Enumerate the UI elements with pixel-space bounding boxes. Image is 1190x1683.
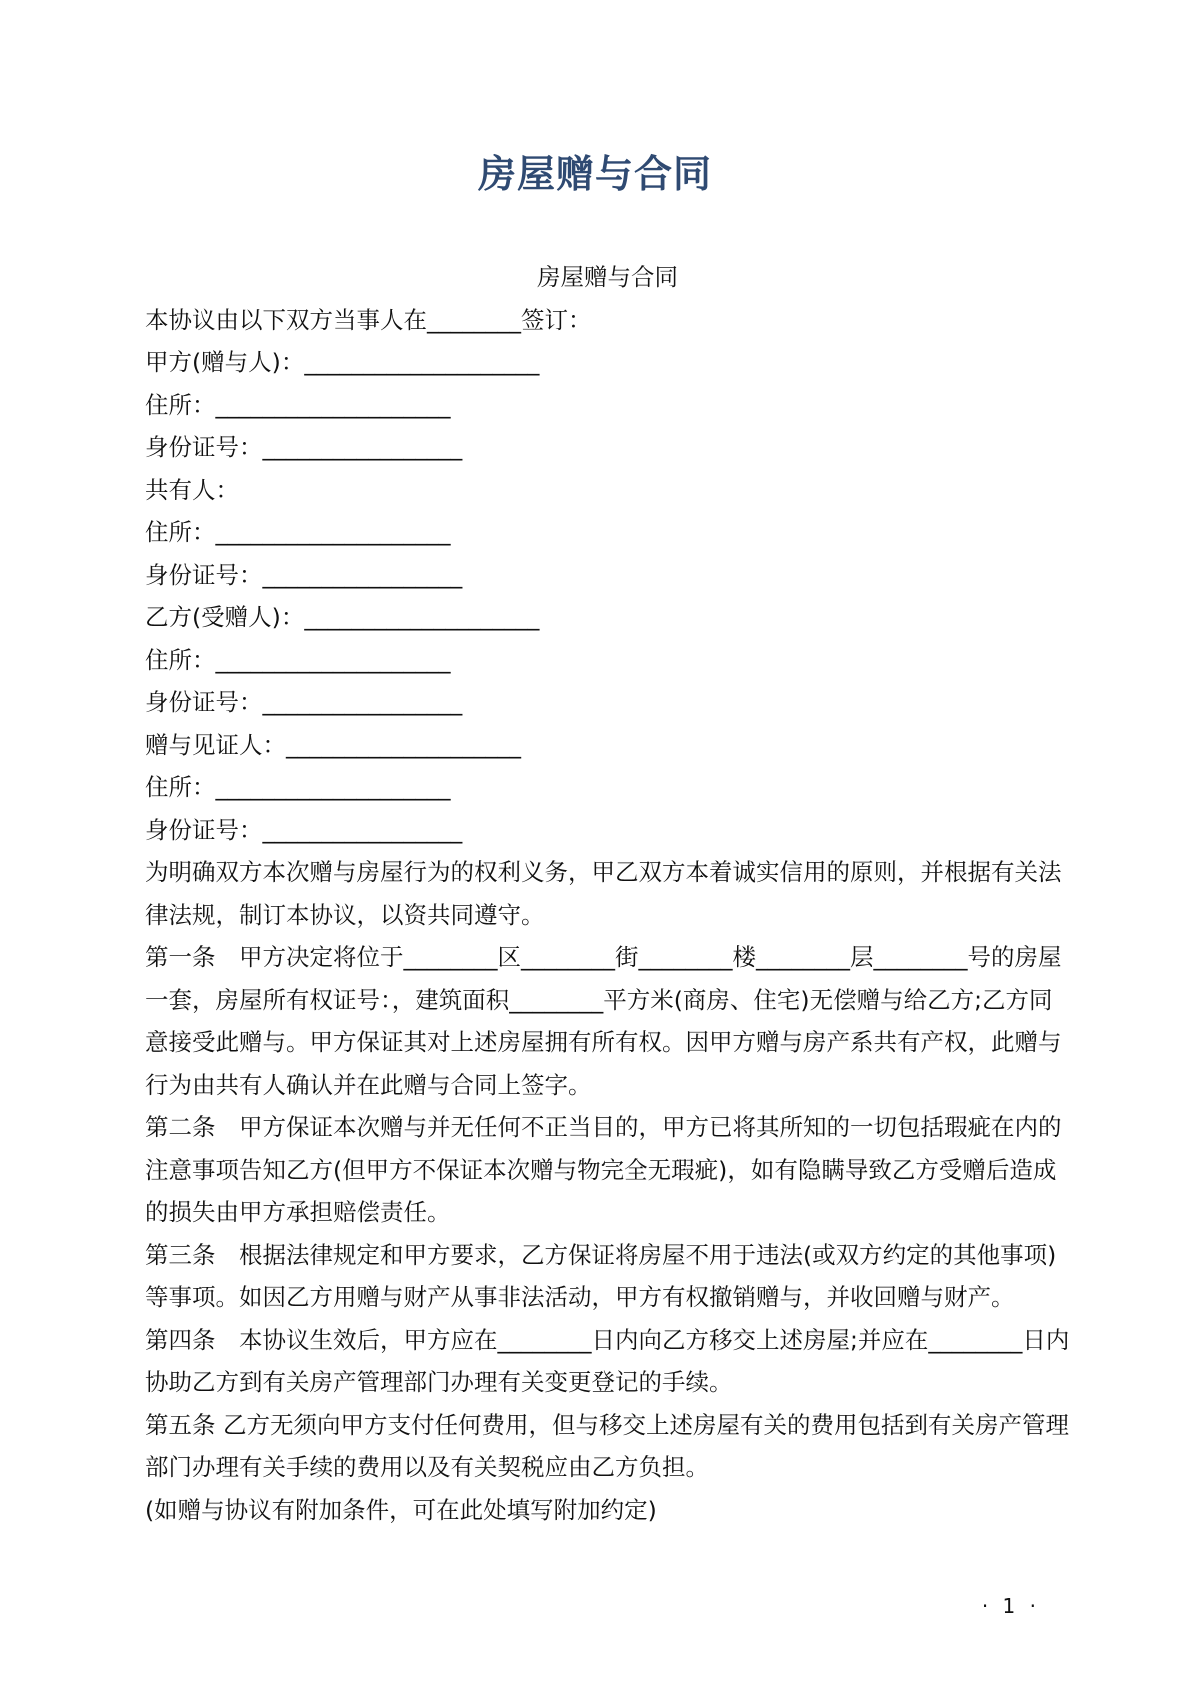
article-3-paragraph: 第三条 根据法律规定和甲方要求，乙方保证将房屋不用于违法(或双方约定的其他事项)等事项。如因乙方用赠与财产从事非法活动，甲方有权撤销赠与，并收回赠与财产。 [145, 1240, 1057, 1311]
party-a-line: 甲方(赠与人)：____________________ [145, 348, 540, 376]
contract-body [145, 256, 1070, 1531]
witness-address-line: 住所：____________________ [145, 773, 451, 801]
party-b-address-line: 住所：____________________ [145, 645, 451, 674]
page-number: · 1 · [981, 1594, 1040, 1618]
article-4-paragraph: 第四条 本协议生效后，甲方应在________日内向乙方移交上述房屋;并应在________日内协助乙方到有关房产管理部门办理有关变更登记的手续。 [145, 1325, 1070, 1396]
page-title: 房屋赠与合同 [477, 152, 712, 196]
additional-terms-note: (如赠与协议有附加条件，可在此处填写附加约定) [145, 1495, 657, 1524]
party-a-address-line: 住所：____________________ [145, 390, 451, 419]
witness-line: 赠与见证人：____________________ [145, 730, 521, 759]
co-owner-address-line: 住所：____________________ [145, 518, 451, 546]
agreement-place-line: 本协议由以下双方当事人在________签订： [145, 305, 592, 334]
article-5-paragraph: 第五条 乙方无须向甲方支付任何费用，但与移交上述房屋有关的费用包括到有关房产管理部门办理有关手续的费用以及有关契税应由乙方负担。 [145, 1410, 1069, 1481]
preamble-paragraph: 为明确双方本次赠与房屋行为的权利义务，甲乙双方本着诚实信用的原则，并根据有关法律法规，制订本协议，以资共同遵守。 [145, 858, 1062, 929]
article-2-paragraph: 第二条 甲方保证本次赠与并无任何不正当目的，甲方已将其所知的一切包括瑕疵在内的注意事项告知乙方(但甲方不保证本次赠与物完全无瑕疵)，如有隐瞒导致乙方受赠后造成的损失由甲方承担赔偿责任。 [145, 1113, 1062, 1226]
co-owner-id-line: 身份证号：_________________ [145, 560, 463, 589]
party-b-id-line: 身份证号：_________________ [145, 688, 463, 716]
witness-id-line: 身份证号：_________________ [145, 815, 463, 844]
co-owner-line: 共有人： [145, 475, 239, 504]
party-a-id-line: 身份证号：_________________ [145, 433, 463, 461]
article-1-paragraph: 第一条 甲方决定将位于________区________街________楼________层________号的房屋一套，房屋所有权证号：，建筑面积________平方米(商房、住宅)无偿赠与给乙方;乙方同意接受此赠与。甲方保证其对上述房屋拥有所有权。因甲方赠与房产系共有产权，此赠与行为由共有人确认并在此赠与合同上签字。 [145, 943, 1062, 1099]
contract-subtitle: 房屋赠与合同 [537, 263, 678, 291]
party-b-line: 乙方(受赠人)：____________________ [145, 603, 540, 631]
